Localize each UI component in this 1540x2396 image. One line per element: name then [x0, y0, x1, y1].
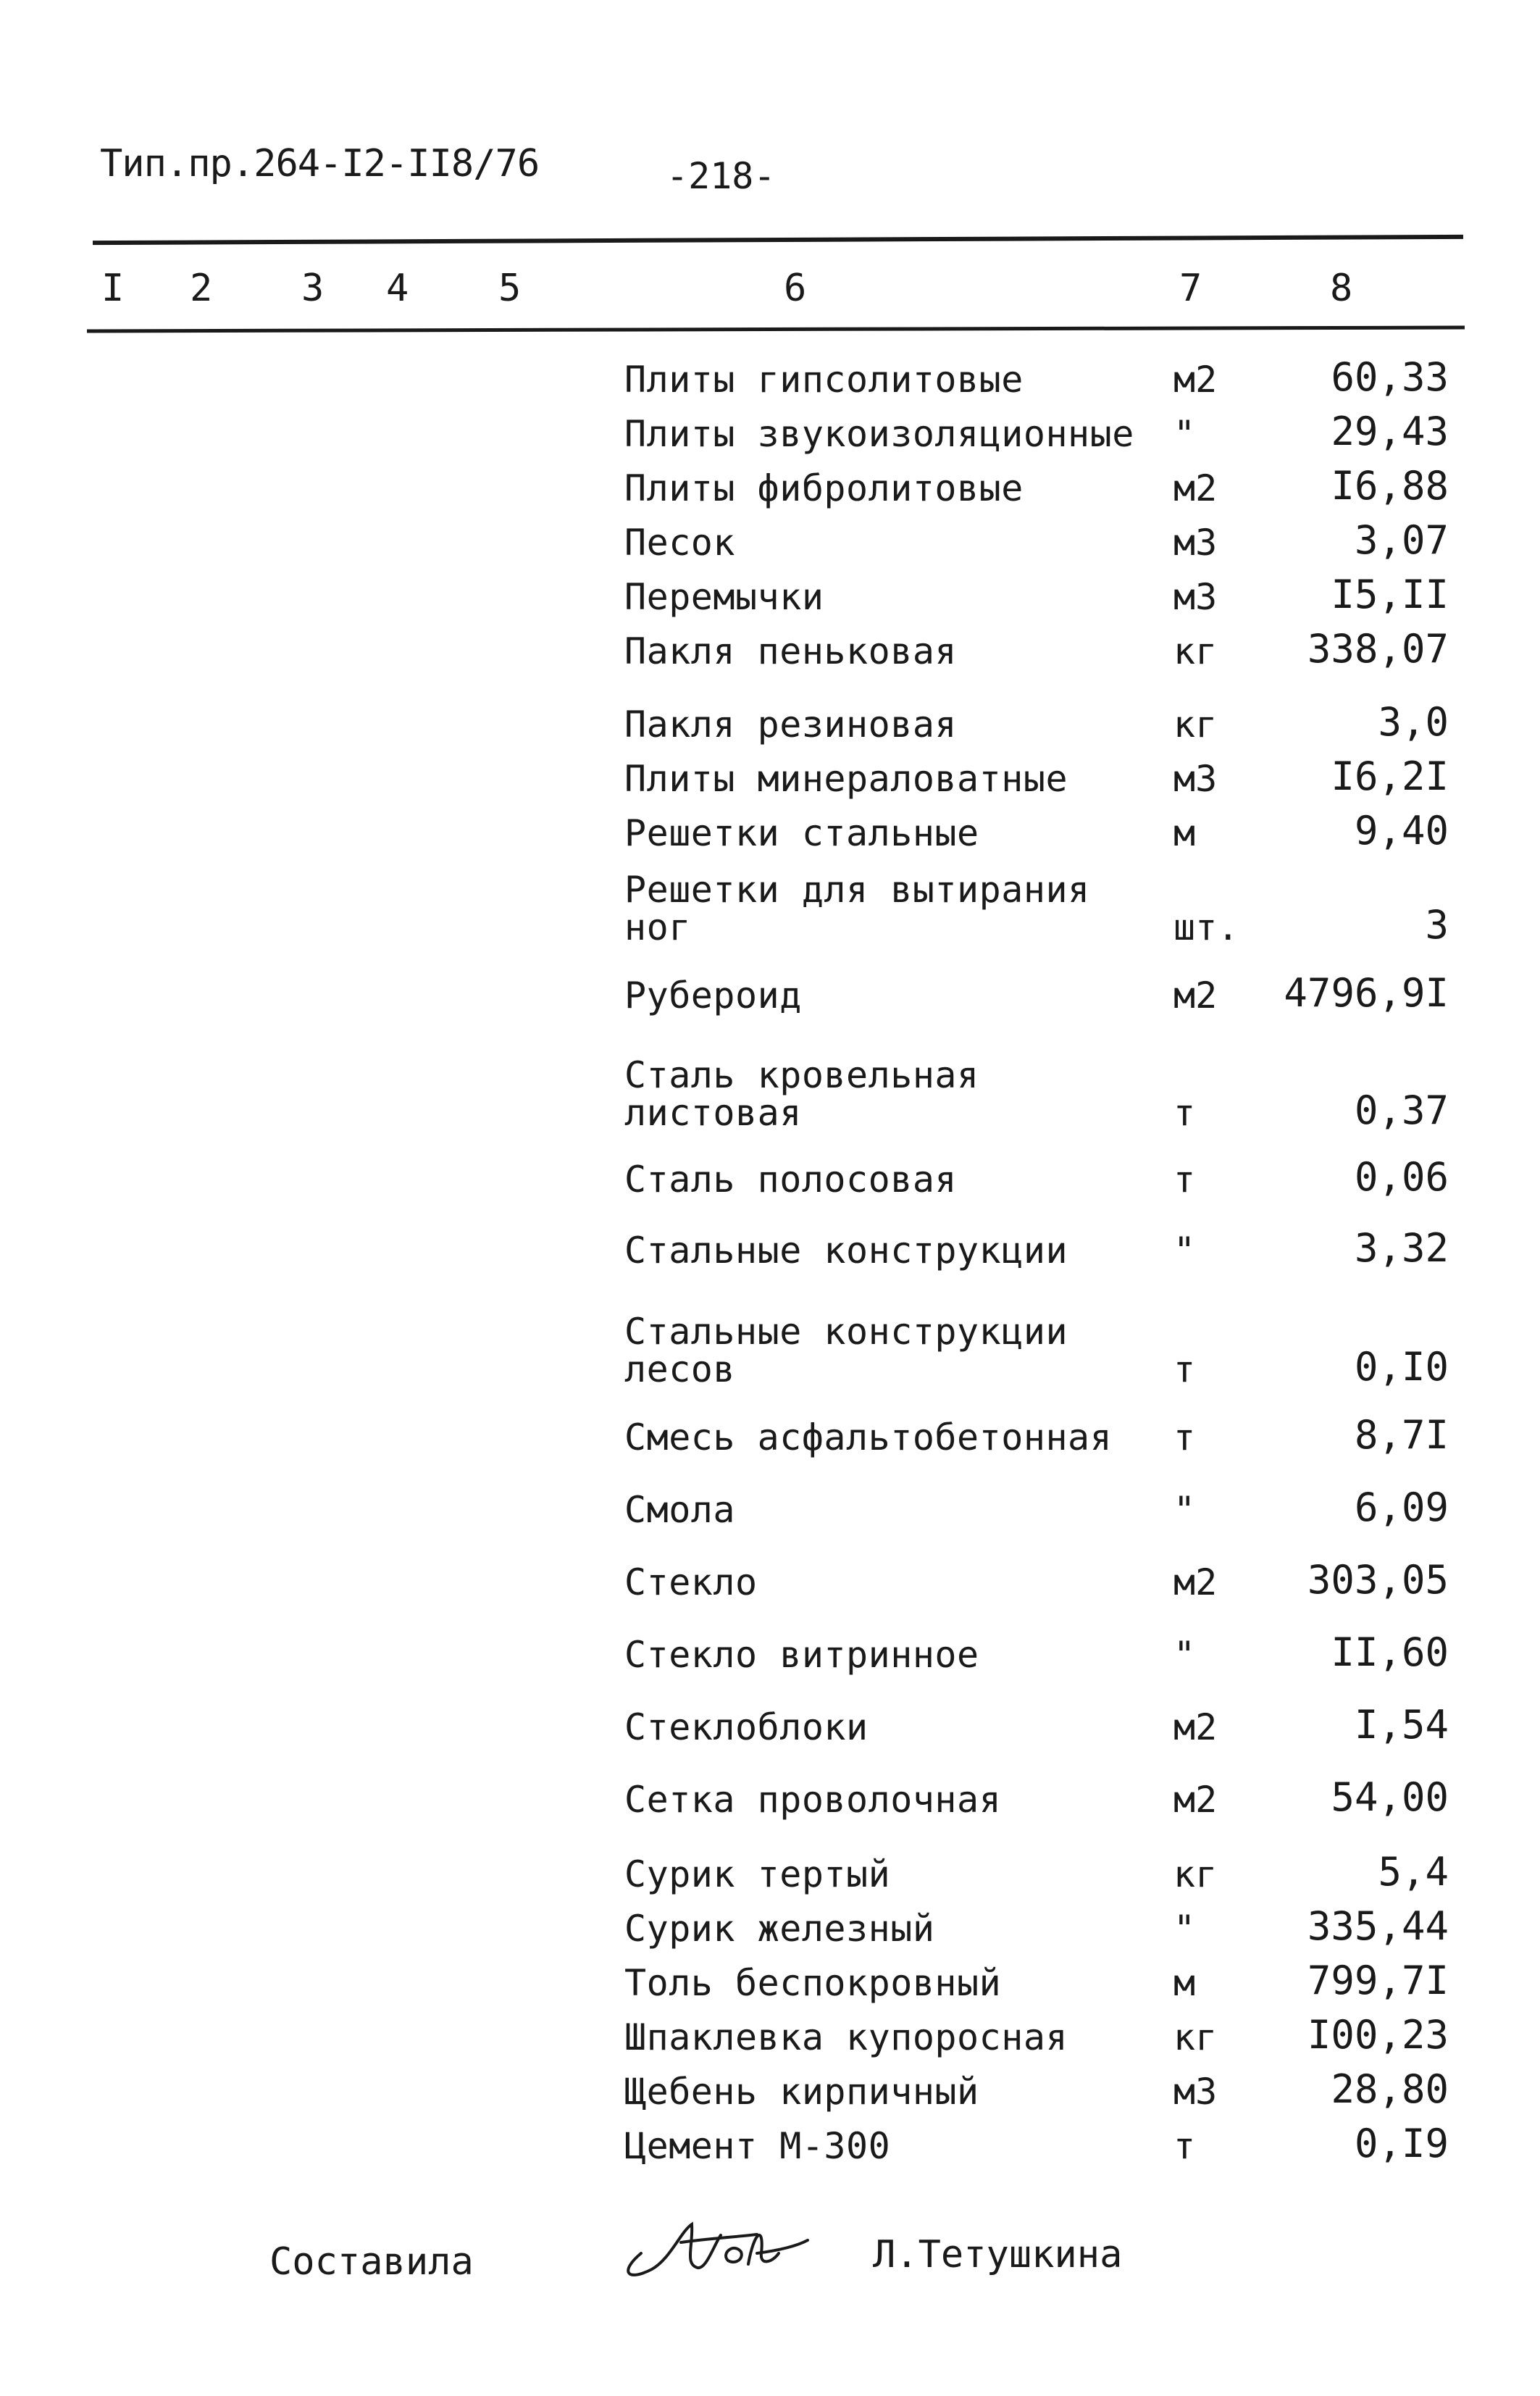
material-name: Плиты фибролитовые	[624, 467, 1024, 509]
material-name: Рубероид	[624, 974, 802, 1017]
material-name: Песок	[624, 522, 736, 564]
material-name: Плиты минераловатные	[624, 758, 1068, 800]
material-unit: т	[1173, 2125, 1196, 2167]
material-unit: т	[1173, 1416, 1196, 1458]
material-name: Сурик железный	[624, 1908, 935, 1950]
material-unit: "	[1173, 413, 1196, 455]
material-quantity: 3,07	[1354, 517, 1449, 563]
material-unit: м	[1173, 1962, 1196, 2004]
column-header-2: 2	[190, 267, 213, 310]
column-header-1: I	[101, 267, 125, 310]
material-unit: м2	[1173, 467, 1218, 509]
material-name: Стекло витринное	[624, 1634, 979, 1676]
material-name: Перемычки	[624, 576, 824, 618]
column-header-3: 3	[301, 267, 325, 310]
material-quantity: I00,23	[1307, 2012, 1449, 2058]
material-quantity: 0,I0	[1354, 1344, 1449, 1390]
material-quantity: 3	[1425, 902, 1449, 948]
material-quantity: 0,I9	[1354, 2121, 1449, 2166]
material-name: Сетка проволочная	[624, 1779, 1002, 1821]
material-quantity: 60,33	[1331, 354, 1449, 400]
material-quantity: 3,32	[1354, 1225, 1449, 1271]
material-name: Цемент М-300	[624, 2125, 891, 2167]
material-unit: кг	[1173, 2016, 1218, 2058]
material-unit: "	[1173, 1489, 1196, 1531]
material-name: Плиты звукоизоляционные	[624, 413, 1134, 455]
material-name: Сталь кровельная листовая	[624, 1054, 979, 1134]
material-name: Смола	[624, 1489, 736, 1531]
material-quantity: 5,4	[1378, 1849, 1449, 1895]
material-quantity: II,60	[1331, 1629, 1449, 1675]
document-code: Тип.пр.264-I2-II8/76	[100, 142, 540, 185]
material-unit: кг	[1173, 630, 1218, 672]
material-name: Решетки для вытирания ног	[624, 869, 1090, 948]
material-quantity: 3,0	[1378, 699, 1449, 745]
material-unit: м2	[1173, 974, 1218, 1017]
material-quantity: 335,44	[1307, 1903, 1449, 1949]
material-name: Щебень кирпичный	[624, 2071, 979, 2113]
material-name: Сталь полосовая	[624, 1159, 958, 1201]
material-unit: "	[1173, 1230, 1196, 1272]
material-quantity: 8,7I	[1354, 1412, 1449, 1458]
material-unit: кг	[1173, 1853, 1218, 1895]
compiled-by-label: Составила	[269, 2240, 474, 2284]
material-unit: т	[1173, 1092, 1196, 1134]
material-quantity: 338,07	[1307, 626, 1449, 672]
material-unit: м2	[1173, 1779, 1218, 1821]
material-name: Стальные конструкции	[624, 1230, 1068, 1272]
material-unit: м2	[1173, 1706, 1218, 1748]
material-quantity: 799,7I	[1307, 1958, 1449, 2003]
material-unit: кг	[1173, 704, 1218, 746]
material-unit: м3	[1173, 2071, 1218, 2113]
column-header-6: 6	[784, 267, 807, 310]
material-name: Сурик тертый	[624, 1853, 891, 1895]
material-unit: м3	[1173, 758, 1218, 800]
material-quantity: 54,00	[1331, 1774, 1449, 1820]
material-unit: м3	[1173, 522, 1218, 564]
material-quantity: I,54	[1354, 1702, 1449, 1748]
material-name: Стеклоблоки	[624, 1706, 869, 1748]
material-name: Пакля резиновая	[624, 704, 958, 746]
material-quantity: 6,09	[1354, 1485, 1449, 1530]
material-quantity: 28,80	[1331, 2066, 1449, 2112]
material-unit: м2	[1173, 359, 1218, 401]
material-name: Толь беспокровный	[624, 1962, 1002, 2004]
material-name: Шпаклевка купоросная	[624, 2016, 1068, 2058]
material-unit: м	[1173, 812, 1196, 854]
table-header-rule	[87, 326, 1465, 333]
column-header-7: 7	[1179, 267, 1202, 310]
table-top-rule	[93, 235, 1463, 245]
column-header-4: 4	[386, 267, 409, 310]
material-quantity: I6,88	[1331, 463, 1449, 509]
material-unit: "	[1173, 1908, 1196, 1950]
handwritten-signature	[612, 2203, 815, 2282]
compiler-name: Л.Тетушкина	[873, 2233, 1123, 2276]
material-quantity: 29,43	[1331, 409, 1449, 454]
material-quantity: 9,40	[1354, 808, 1449, 853]
page-number: -218-	[666, 155, 776, 197]
material-unit: "	[1173, 1634, 1196, 1676]
material-unit: шт.	[1173, 906, 1239, 948]
material-quantity: 303,05	[1307, 1557, 1449, 1603]
material-unit: т	[1173, 1159, 1196, 1201]
material-name: Решетки стальные	[624, 812, 979, 854]
material-name: Стальные конструкции лесов	[624, 1311, 1068, 1390]
material-name: Стекло	[624, 1561, 758, 1603]
column-header-5: 5	[498, 267, 522, 310]
material-quantity: 0,37	[1354, 1088, 1449, 1133]
material-unit: м3	[1173, 576, 1218, 618]
material-name: Смесь асфальтобетонная	[624, 1416, 1113, 1458]
material-quantity: 0,06	[1354, 1154, 1449, 1200]
material-quantity: I6,2I	[1331, 754, 1449, 799]
material-quantity: I5,II	[1331, 572, 1449, 617]
material-name: Плиты гипсолитовые	[624, 359, 1024, 401]
column-header-8: 8	[1330, 267, 1353, 310]
material-unit: м2	[1173, 1561, 1218, 1603]
material-unit: т	[1173, 1348, 1196, 1390]
material-quantity: 4796,9I	[1284, 970, 1449, 1016]
material-name: Пакля пеньковая	[624, 630, 958, 672]
